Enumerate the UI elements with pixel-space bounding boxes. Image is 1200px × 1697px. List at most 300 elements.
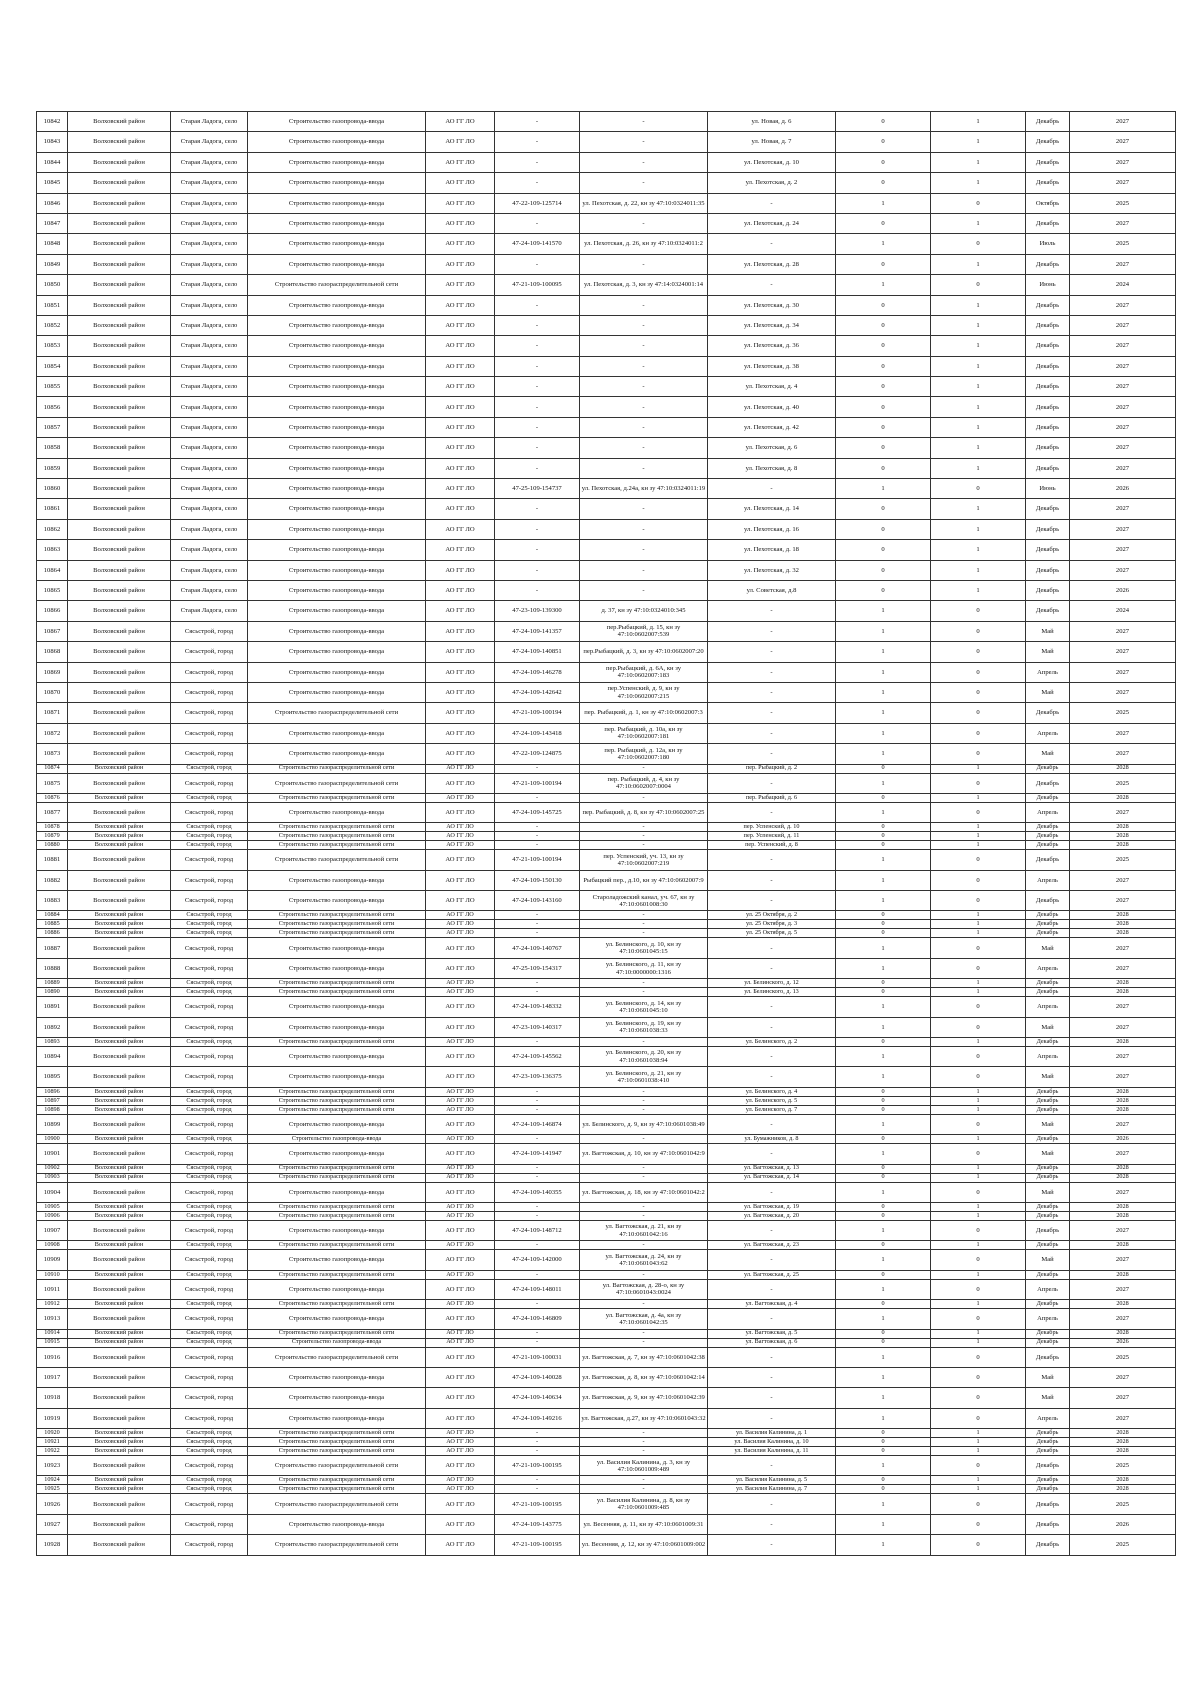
cadastral-address-cell: - (580, 580, 708, 600)
settlement-cell: Сясьстрой, город (171, 1250, 248, 1270)
month-cell: Май (1026, 1114, 1070, 1134)
year-cell: 2025 (1070, 850, 1176, 870)
count-a-cell: 1 (836, 234, 931, 254)
year-cell: 2027 (1070, 1144, 1176, 1164)
application-number-cell: - (495, 1038, 580, 1047)
street-address-cell: пер. Успенский, д. 8 (708, 841, 836, 850)
count-b-cell: 1 (931, 397, 1026, 417)
operator-cell: АО ГГ ЛО (426, 958, 495, 978)
year-cell: 2028 (1070, 1300, 1176, 1309)
year-cell: 2028 (1070, 1038, 1176, 1047)
count-a-cell: 0 (836, 356, 931, 376)
application-number-cell: 47-24-109-150130 (495, 870, 580, 890)
count-a-cell: 1 (836, 1017, 931, 1037)
application-number-cell: - (495, 929, 580, 938)
settlement-cell: Сясьстрой, город (171, 1279, 248, 1299)
table-row (37, 499, 1176, 519)
operator-cell: АО ГГ ЛО (426, 1047, 495, 1067)
street-address-cell: ул. Бумажников, д. 8 (708, 1135, 836, 1144)
year-cell: 2027 (1070, 254, 1176, 274)
settlement-cell: Сясьстрой, город (171, 1164, 248, 1173)
year-cell: 2027 (1070, 1047, 1176, 1067)
year-cell: 2028 (1070, 823, 1176, 832)
count-b-cell: 1 (931, 793, 1026, 802)
settlement-cell: Сясьстрой, город (171, 958, 248, 978)
district-cell: Волховский район (68, 823, 171, 832)
month-cell: Декабрь (1026, 841, 1070, 850)
row-number-cell: 10879 (37, 832, 68, 841)
table-row (37, 1447, 1176, 1456)
district-cell: Волховский район (68, 793, 171, 802)
settlement-cell: Сясьстрой, город (171, 1514, 248, 1534)
settlement-cell: Сясьстрой, город (171, 1017, 248, 1037)
work-type-cell: Строительство газораспределительной сети (248, 1485, 426, 1494)
cadastral-address-cell: - (580, 920, 708, 929)
row-number-cell: 10848 (37, 234, 68, 254)
work-type-cell: Строительство газопровода-ввода (248, 662, 426, 682)
cadastral-address-cell: ул. Вагтожская, д. 9, кн зу 47:10:0601042:39 (580, 1388, 708, 1408)
district-cell: Волховский район (68, 1067, 171, 1087)
settlement-cell: Старая Ладога, село (171, 254, 248, 274)
operator-cell: АО ГГ ЛО (426, 1429, 495, 1438)
cadastral-address-cell: ул. Пехотская, д.24а, кн зу 47:10:0324011:19 (580, 479, 708, 499)
month-cell: Декабрь (1026, 356, 1070, 376)
count-b-cell: 0 (931, 1144, 1026, 1164)
row-number-cell: 10891 (37, 997, 68, 1017)
street-address-cell: ул. Пехотская, д. 16 (708, 519, 836, 539)
operator-cell: АО ГГ ЛО (426, 1476, 495, 1485)
application-number-cell: 47-24-109-143160 (495, 891, 580, 911)
application-number-cell: 47-24-109-148332 (495, 997, 580, 1017)
work-type-cell: Строительство газопровода-ввода (248, 938, 426, 958)
district-cell: Волховский район (68, 773, 171, 793)
operator-cell: АО ГГ ЛО (426, 920, 495, 929)
count-a-cell: 1 (836, 958, 931, 978)
year-cell: 2028 (1070, 911, 1176, 920)
table-row (37, 479, 1176, 499)
application-number-cell: 47-24-109-141357 (495, 621, 580, 641)
work-type-cell: Строительство газораспределительной сети (248, 988, 426, 997)
district-cell: Волховский район (68, 417, 171, 437)
application-number-cell: 47-24-109-146809 (495, 1309, 580, 1329)
application-number-cell: 47-24-109-143775 (495, 1514, 580, 1534)
street-address-cell: ул. Пехотская, д. 28 (708, 254, 836, 274)
count-a-cell: 0 (836, 295, 931, 315)
count-a-cell: 1 (836, 1047, 931, 1067)
application-number-cell: - (495, 764, 580, 773)
district-cell: Волховский район (68, 1300, 171, 1309)
year-cell: 2027 (1070, 438, 1176, 458)
row-number-cell: 10880 (37, 841, 68, 850)
operator-cell: АО ГГ ЛО (426, 336, 495, 356)
table-row (37, 112, 1176, 132)
count-a-cell: 1 (836, 1535, 931, 1555)
row-number-cell: 10923 (37, 1456, 68, 1476)
year-cell: 2027 (1070, 152, 1176, 172)
application-number-cell: 47-24-109-140851 (495, 642, 580, 662)
count-a-cell: 0 (836, 560, 931, 580)
district-cell: Волховский район (68, 213, 171, 233)
district-cell: Волховский район (68, 1144, 171, 1164)
district-cell: Волховский район (68, 929, 171, 938)
district-cell: Волховский район (68, 356, 171, 376)
settlement-cell: Сясьстрой, город (171, 1535, 248, 1555)
year-cell: 2028 (1070, 1438, 1176, 1447)
count-a-cell: 0 (836, 377, 931, 397)
table-row (37, 773, 1176, 793)
count-b-cell: 0 (931, 621, 1026, 641)
year-cell: 2025 (1070, 193, 1176, 213)
application-number-cell: - (495, 580, 580, 600)
work-type-cell: Строительство газопровода-ввода (248, 193, 426, 213)
street-address-cell: - (708, 870, 836, 890)
count-b-cell: 0 (931, 938, 1026, 958)
cadastral-address-cell: - (580, 336, 708, 356)
district-cell: Волховский район (68, 1347, 171, 1367)
street-address-cell: ул. Вагтожская, д. 23 (708, 1241, 836, 1250)
year-cell: 2028 (1070, 1476, 1176, 1485)
work-type-cell: Строительство газопровода-ввода (248, 682, 426, 702)
operator-cell: АО ГГ ЛО (426, 1279, 495, 1299)
settlement-cell: Сясьстрой, город (171, 1329, 248, 1338)
month-cell: Декабрь (1026, 1038, 1070, 1047)
count-a-cell: 1 (836, 891, 931, 911)
month-cell: Апрель (1026, 662, 1070, 682)
work-type-cell: Строительство газопровода-ввода (248, 958, 426, 978)
application-number-cell: 47-21-109-100195 (495, 1535, 580, 1555)
settlement-cell: Сясьстрой, город (171, 938, 248, 958)
month-cell: Май (1026, 682, 1070, 702)
district-cell: Волховский район (68, 802, 171, 822)
row-number-cell: 10864 (37, 560, 68, 580)
year-cell: 2027 (1070, 336, 1176, 356)
month-cell: Декабрь (1026, 1535, 1070, 1555)
settlement-cell: Сясьстрой, город (171, 1182, 248, 1202)
year-cell: 2027 (1070, 723, 1176, 743)
count-b-cell: 0 (931, 1535, 1026, 1555)
operator-cell: АО ГГ ЛО (426, 1338, 495, 1347)
application-number-cell: - (495, 1447, 580, 1456)
street-address-cell: - (708, 662, 836, 682)
row-number-cell: 10877 (37, 802, 68, 822)
settlement-cell: Старая Ладога, село (171, 132, 248, 152)
table-row (37, 642, 1176, 662)
district-cell: Волховский район (68, 642, 171, 662)
count-a-cell: 0 (836, 1211, 931, 1220)
row-number-cell: 10893 (37, 1038, 68, 1047)
operator-cell: АО ГГ ЛО (426, 997, 495, 1017)
application-number-cell: - (495, 1241, 580, 1250)
table-row (37, 295, 1176, 315)
month-cell: Декабрь (1026, 1485, 1070, 1494)
work-type-cell: Строительство газопровода-ввода (248, 132, 426, 152)
street-address-cell: - (708, 703, 836, 723)
count-b-cell: 1 (931, 979, 1026, 988)
row-number-cell: 10847 (37, 213, 68, 233)
count-a-cell: 1 (836, 1456, 931, 1476)
table-row (37, 1514, 1176, 1534)
settlement-cell: Сясьстрой, город (171, 979, 248, 988)
cadastral-address-cell: ул. Пехотская, д. 22, кн зу 47:10:0324011:35 (580, 193, 708, 213)
street-address-cell: - (708, 234, 836, 254)
application-number-cell: 47-24-109-143418 (495, 723, 580, 743)
district-cell: Волховский район (68, 580, 171, 600)
settlement-cell: Старая Ладога, село (171, 152, 248, 172)
work-type-cell: Строительство газораспределительной сети (248, 275, 426, 295)
month-cell: Декабрь (1026, 377, 1070, 397)
cadastral-address-cell: ул. Белинского, д. 21, кн зу 47:10:0601038:410 (580, 1067, 708, 1087)
cadastral-address-cell: ул. Белинского, д. 19, кн зу 47:10:0601038:33 (580, 1017, 708, 1037)
count-a-cell: 0 (836, 1270, 931, 1279)
application-number-cell: - (495, 979, 580, 988)
street-address-cell: - (708, 1144, 836, 1164)
count-b-cell: 1 (931, 920, 1026, 929)
street-address-cell: - (708, 1388, 836, 1408)
cadastral-address-cell: - (580, 499, 708, 519)
district-cell: Волховский район (68, 1279, 171, 1299)
operator-cell: АО ГГ ЛО (426, 315, 495, 335)
operator-cell: АО ГГ ЛО (426, 773, 495, 793)
table-row (37, 152, 1176, 172)
street-address-cell: - (708, 744, 836, 764)
table-row (37, 621, 1176, 641)
street-address-cell: ул. Вагтожская, д. 5 (708, 1329, 836, 1338)
operator-cell: АО ГГ ЛО (426, 112, 495, 132)
operator-cell: АО ГГ ЛО (426, 1514, 495, 1534)
month-cell: Декабрь (1026, 540, 1070, 560)
month-cell: Декабрь (1026, 152, 1070, 172)
street-address-cell: ул. 25 Октября, д. 2 (708, 911, 836, 920)
count-b-cell: 1 (931, 213, 1026, 233)
count-a-cell: 0 (836, 1164, 931, 1173)
street-address-cell: ул. Пехотская, д. 2 (708, 173, 836, 193)
year-cell: 2028 (1070, 1087, 1176, 1096)
operator-cell: АО ГГ ЛО (426, 642, 495, 662)
count-a-cell: 1 (836, 744, 931, 764)
district-cell: Волховский район (68, 723, 171, 743)
application-number-cell: 47-21-109-100194 (495, 773, 580, 793)
cadastral-address-cell: - (580, 1105, 708, 1114)
operator-cell: АО ГГ ЛО (426, 832, 495, 841)
year-cell: 2027 (1070, 213, 1176, 233)
application-number-cell: 47-21-109-100195 (495, 1456, 580, 1476)
count-b-cell: 0 (931, 703, 1026, 723)
operator-cell: АО ГГ ЛО (426, 979, 495, 988)
work-type-cell: Строительство газораспределительной сети (248, 1087, 426, 1096)
cadastral-address-cell: ул. Весенняя, д. 12, кн зу 47:10:0601009:002 (580, 1535, 708, 1555)
month-cell: Декабрь (1026, 793, 1070, 802)
district-cell: Волховский район (68, 1408, 171, 1428)
month-cell: Май (1026, 1067, 1070, 1087)
operator-cell: АО ГГ ЛО (426, 479, 495, 499)
operator-cell: АО ГГ ЛО (426, 1367, 495, 1387)
count-a-cell: 0 (836, 1429, 931, 1438)
street-address-cell: пер. Успенский, д. 11 (708, 832, 836, 841)
count-b-cell: 1 (931, 929, 1026, 938)
count-b-cell: 0 (931, 1220, 1026, 1240)
month-cell: Декабрь (1026, 397, 1070, 417)
count-a-cell: 1 (836, 773, 931, 793)
district-cell: Волховский район (68, 560, 171, 580)
operator-cell: АО ГГ ЛО (426, 841, 495, 850)
year-cell: 2028 (1070, 1270, 1176, 1279)
row-number-cell: 10881 (37, 850, 68, 870)
cadastral-address-cell: ул. Вагтожская, д. 4а, кн зу 47:10:0601042:35 (580, 1309, 708, 1329)
year-cell: 2027 (1070, 499, 1176, 519)
year-cell: 2027 (1070, 744, 1176, 764)
count-b-cell: 0 (931, 1250, 1026, 1270)
year-cell: 2027 (1070, 112, 1176, 132)
settlement-cell: Сясьстрой, город (171, 870, 248, 890)
settlement-cell: Сясьстрой, город (171, 1096, 248, 1105)
street-address-cell: пер. Рыбацкий, д. 6 (708, 793, 836, 802)
cadastral-address-cell: пер. Рыбацкий, д. 1, кн зу 47:10:0602007:3 (580, 703, 708, 723)
district-cell: Волховский район (68, 841, 171, 850)
table-row (37, 315, 1176, 335)
cadastral-address-cell: - (580, 213, 708, 233)
row-number-cell: 10915 (37, 1338, 68, 1347)
year-cell: 2027 (1070, 356, 1176, 376)
application-number-cell: - (495, 438, 580, 458)
work-type-cell: Строительство газопровода-ввода (248, 1388, 426, 1408)
work-type-cell: Строительство газопровода-ввода (248, 315, 426, 335)
count-a-cell: 1 (836, 723, 931, 743)
table-row (37, 1087, 1176, 1096)
settlement-cell: Старая Ладога, село (171, 234, 248, 254)
count-a-cell: 1 (836, 703, 931, 723)
cadastral-address-cell: - (580, 377, 708, 397)
count-a-cell: 0 (836, 1329, 931, 1338)
application-number-cell: - (495, 1329, 580, 1338)
operator-cell: АО ГГ ЛО (426, 193, 495, 213)
work-type-cell: Строительство газопровода-ввода (248, 112, 426, 132)
work-type-cell: Строительство газопровода-ввода (248, 254, 426, 274)
work-type-cell: Строительство газопровода-ввода (248, 1144, 426, 1164)
row-number-cell: 10905 (37, 1202, 68, 1211)
settlement-cell: Сясьстрой, город (171, 929, 248, 938)
count-b-cell: 0 (931, 1309, 1026, 1329)
month-cell: Декабрь (1026, 1164, 1070, 1173)
month-cell: Декабрь (1026, 213, 1070, 233)
operator-cell: АО ГГ ЛО (426, 682, 495, 702)
count-a-cell: 0 (836, 397, 931, 417)
row-number-cell: 10907 (37, 1220, 68, 1240)
year-cell: 2025 (1070, 234, 1176, 254)
operator-cell: АО ГГ ЛО (426, 793, 495, 802)
month-cell: Декабрь (1026, 254, 1070, 274)
settlement-cell: Сясьстрой, город (171, 911, 248, 920)
count-a-cell: 0 (836, 1338, 931, 1347)
work-type-cell: Строительство газопровода-ввода (248, 1114, 426, 1134)
table-row (37, 1485, 1176, 1494)
work-type-cell: Строительство газопровода-ввода (248, 1367, 426, 1387)
count-b-cell: 0 (931, 1017, 1026, 1037)
cadastral-address-cell: - (580, 1173, 708, 1182)
year-cell: 2027 (1070, 315, 1176, 335)
work-type-cell: Строительство газораспределительной сети (248, 1202, 426, 1211)
cadastral-address-cell: ул. Белинского, д. 10, кн зу 47:10:0601045:15 (580, 938, 708, 958)
count-b-cell: 1 (931, 315, 1026, 335)
operator-cell: АО ГГ ЛО (426, 1144, 495, 1164)
row-number-cell: 10846 (37, 193, 68, 213)
row-number-cell: 10922 (37, 1447, 68, 1456)
operator-cell: АО ГГ ЛО (426, 377, 495, 397)
count-a-cell: 1 (836, 621, 931, 641)
count-a-cell: 0 (836, 315, 931, 335)
district-cell: Волховский район (68, 499, 171, 519)
street-address-cell: ул. Вагтожская, д. 4 (708, 1300, 836, 1309)
district-cell: Волховский район (68, 1338, 171, 1347)
row-number-cell: 10862 (37, 519, 68, 539)
district-cell: Волховский район (68, 1202, 171, 1211)
row-number-cell: 10854 (37, 356, 68, 376)
table-row (37, 870, 1176, 890)
district-cell: Волховский район (68, 1164, 171, 1173)
count-a-cell: 0 (836, 499, 931, 519)
month-cell: Декабрь (1026, 1494, 1070, 1514)
year-cell: 2027 (1070, 560, 1176, 580)
street-address-cell: ул. Пехотская, д. 10 (708, 152, 836, 172)
cadastral-address-cell: - (580, 841, 708, 850)
count-a-cell: 1 (836, 1182, 931, 1202)
street-address-cell: ул. Белинского, д. 5 (708, 1096, 836, 1105)
count-b-cell: 1 (931, 560, 1026, 580)
count-a-cell: 0 (836, 1476, 931, 1485)
month-cell: Декабрь (1026, 1347, 1070, 1367)
street-address-cell: - (708, 1309, 836, 1329)
month-cell: Декабрь (1026, 773, 1070, 793)
district-cell: Волховский район (68, 1270, 171, 1279)
application-number-cell: - (495, 1270, 580, 1279)
year-cell: 2028 (1070, 929, 1176, 938)
settlement-cell: Сясьстрой, город (171, 1338, 248, 1347)
street-address-cell: - (708, 1494, 836, 1514)
month-cell: Декабрь (1026, 519, 1070, 539)
cadastral-address-cell: пер. Рыбацкий, д. 4, кн зу 47:10:0602007:0004 (580, 773, 708, 793)
application-number-cell: - (495, 793, 580, 802)
row-number-cell: 10876 (37, 793, 68, 802)
operator-cell: АО ГГ ЛО (426, 499, 495, 519)
month-cell: Декабрь (1026, 1211, 1070, 1220)
work-type-cell: Строительство газораспределительной сети (248, 1211, 426, 1220)
work-type-cell: Строительство газопровода-ввода (248, 336, 426, 356)
street-address-cell: - (708, 1347, 836, 1367)
count-a-cell: 1 (836, 1388, 931, 1408)
operator-cell: АО ГГ ЛО (426, 397, 495, 417)
month-cell: Декабрь (1026, 417, 1070, 437)
row-number-cell: 10884 (37, 911, 68, 920)
street-address-cell: ул. Белинского, д. 7 (708, 1105, 836, 1114)
year-cell: 2024 (1070, 601, 1176, 621)
row-number-cell: 10886 (37, 929, 68, 938)
application-number-cell: - (495, 132, 580, 152)
work-type-cell: Строительство газопровода-ввода (248, 997, 426, 1017)
district-cell: Волховский район (68, 1535, 171, 1555)
table-body (37, 112, 1176, 1556)
work-type-cell: Строительство газопровода-ввода (248, 417, 426, 437)
street-address-cell: ул. Василия Калинина, д. 7 (708, 1485, 836, 1494)
count-b-cell: 1 (931, 152, 1026, 172)
work-type-cell: Строительство газопровода-ввода (248, 295, 426, 315)
cadastral-address-cell: - (580, 397, 708, 417)
application-number-cell: - (495, 832, 580, 841)
count-b-cell: 1 (931, 764, 1026, 773)
settlement-cell: Сясьстрой, город (171, 1447, 248, 1456)
month-cell: Май (1026, 1250, 1070, 1270)
application-number-cell: - (495, 112, 580, 132)
operator-cell: АО ГГ ЛО (426, 802, 495, 822)
month-cell: Апрель (1026, 1279, 1070, 1299)
